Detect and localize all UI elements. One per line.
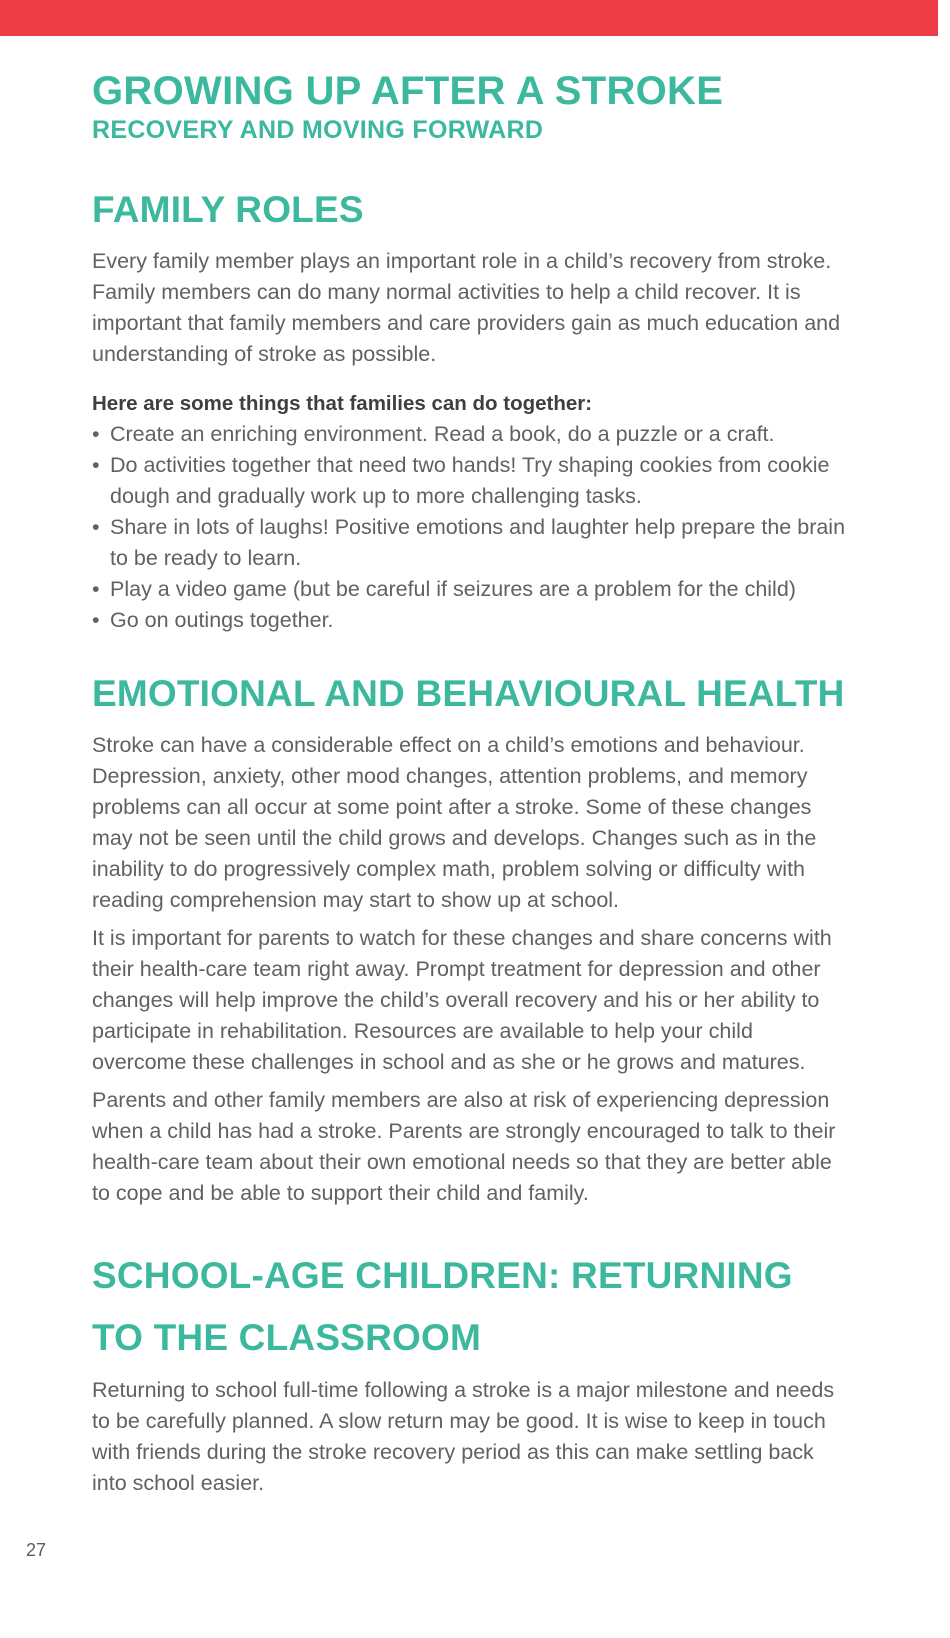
list-item: • Go on outings together. [92, 605, 852, 636]
list-item: • Share in lots of laughs! Positive emotions and laughter help prepare the brain to be ready to learn. [92, 512, 852, 574]
emotional-health-paragraph-3: Parents and other family members are also at risk of experiencing depression when a child has had a stroke. Parents are strongly encouraged to talk to their health-care team about their own emotional needs so that they are better able to cope and be able to support their child and family. [92, 1088, 836, 1205]
page-number: 27 [26, 1540, 47, 1560]
top-accent-bar [0, 0, 938, 36]
school-paragraph: Returning to school full-time following a stroke is a major milestone and needs to be carefully planned. A slow return may be good. It is wise to keep in touch with friends during the stroke recovery period as this can make settling back into school easier. [92, 1378, 835, 1495]
school-heading [92, 1245, 852, 1369]
family-roles-heading: FAMILY ROLES [92, 189, 364, 230]
emotional-health-paragraph-1: Stroke can have a considerable effect on a child’s emotions and behaviour. Depression, anxiety, other mood changes, attention problems, and memory problems can all occur at some point after a stroke. Some of these changes may not be seen until the child grows and develops. Changes such as in the inability to do progressively complex math, problem solving or difficulty with reading comprehension may start to show up at school. [92, 733, 817, 912]
list-item: • Create an enriching environment. Read a book, do a puzzle or a craft. [92, 419, 852, 450]
list-item: • Play a video game (but be careful if seizures are a problem for the child) [92, 574, 852, 605]
page-content [92, 68, 852, 1499]
emotional-health-heading: EMOTIONAL AND BEHAVIOURAL HEALTH [92, 673, 845, 714]
document-subtitle: RECOVERY AND MOVING FORWARD [92, 116, 544, 144]
list-item: • Do activities together that need two hands! Try shaping cookies from cookie dough and gradually work up to more challenging tasks. [92, 450, 852, 512]
family-activities-list [92, 419, 852, 636]
family-roles-paragraph: Every family member plays an important role in a child’s recovery from stroke. Family members can do many normal activities to help a child recover. It is important that family members and care providers gain as much education and understanding of stroke as possible. [92, 249, 841, 366]
school-heading-line-2: TO THE CLASSROOM [92, 1317, 481, 1358]
school-heading-line-1: SCHOOL-AGE CHILDREN: RETURNING [92, 1255, 793, 1296]
document-title: GROWING UP AFTER A STROKE [92, 69, 724, 113]
emotional-health-paragraph-2: It is important for parents to watch for these changes and share concerns with their health-care team right away. Prompt treatment for depression and other changes will help improve the child’s overall recovery and his or her ability to participate in rehabilitation. Resources are available to help your child overcome these challenges in school and as she or he grows and matures. [92, 926, 832, 1074]
family-activities-intro: Here are some things that families can do together: [92, 392, 593, 415]
